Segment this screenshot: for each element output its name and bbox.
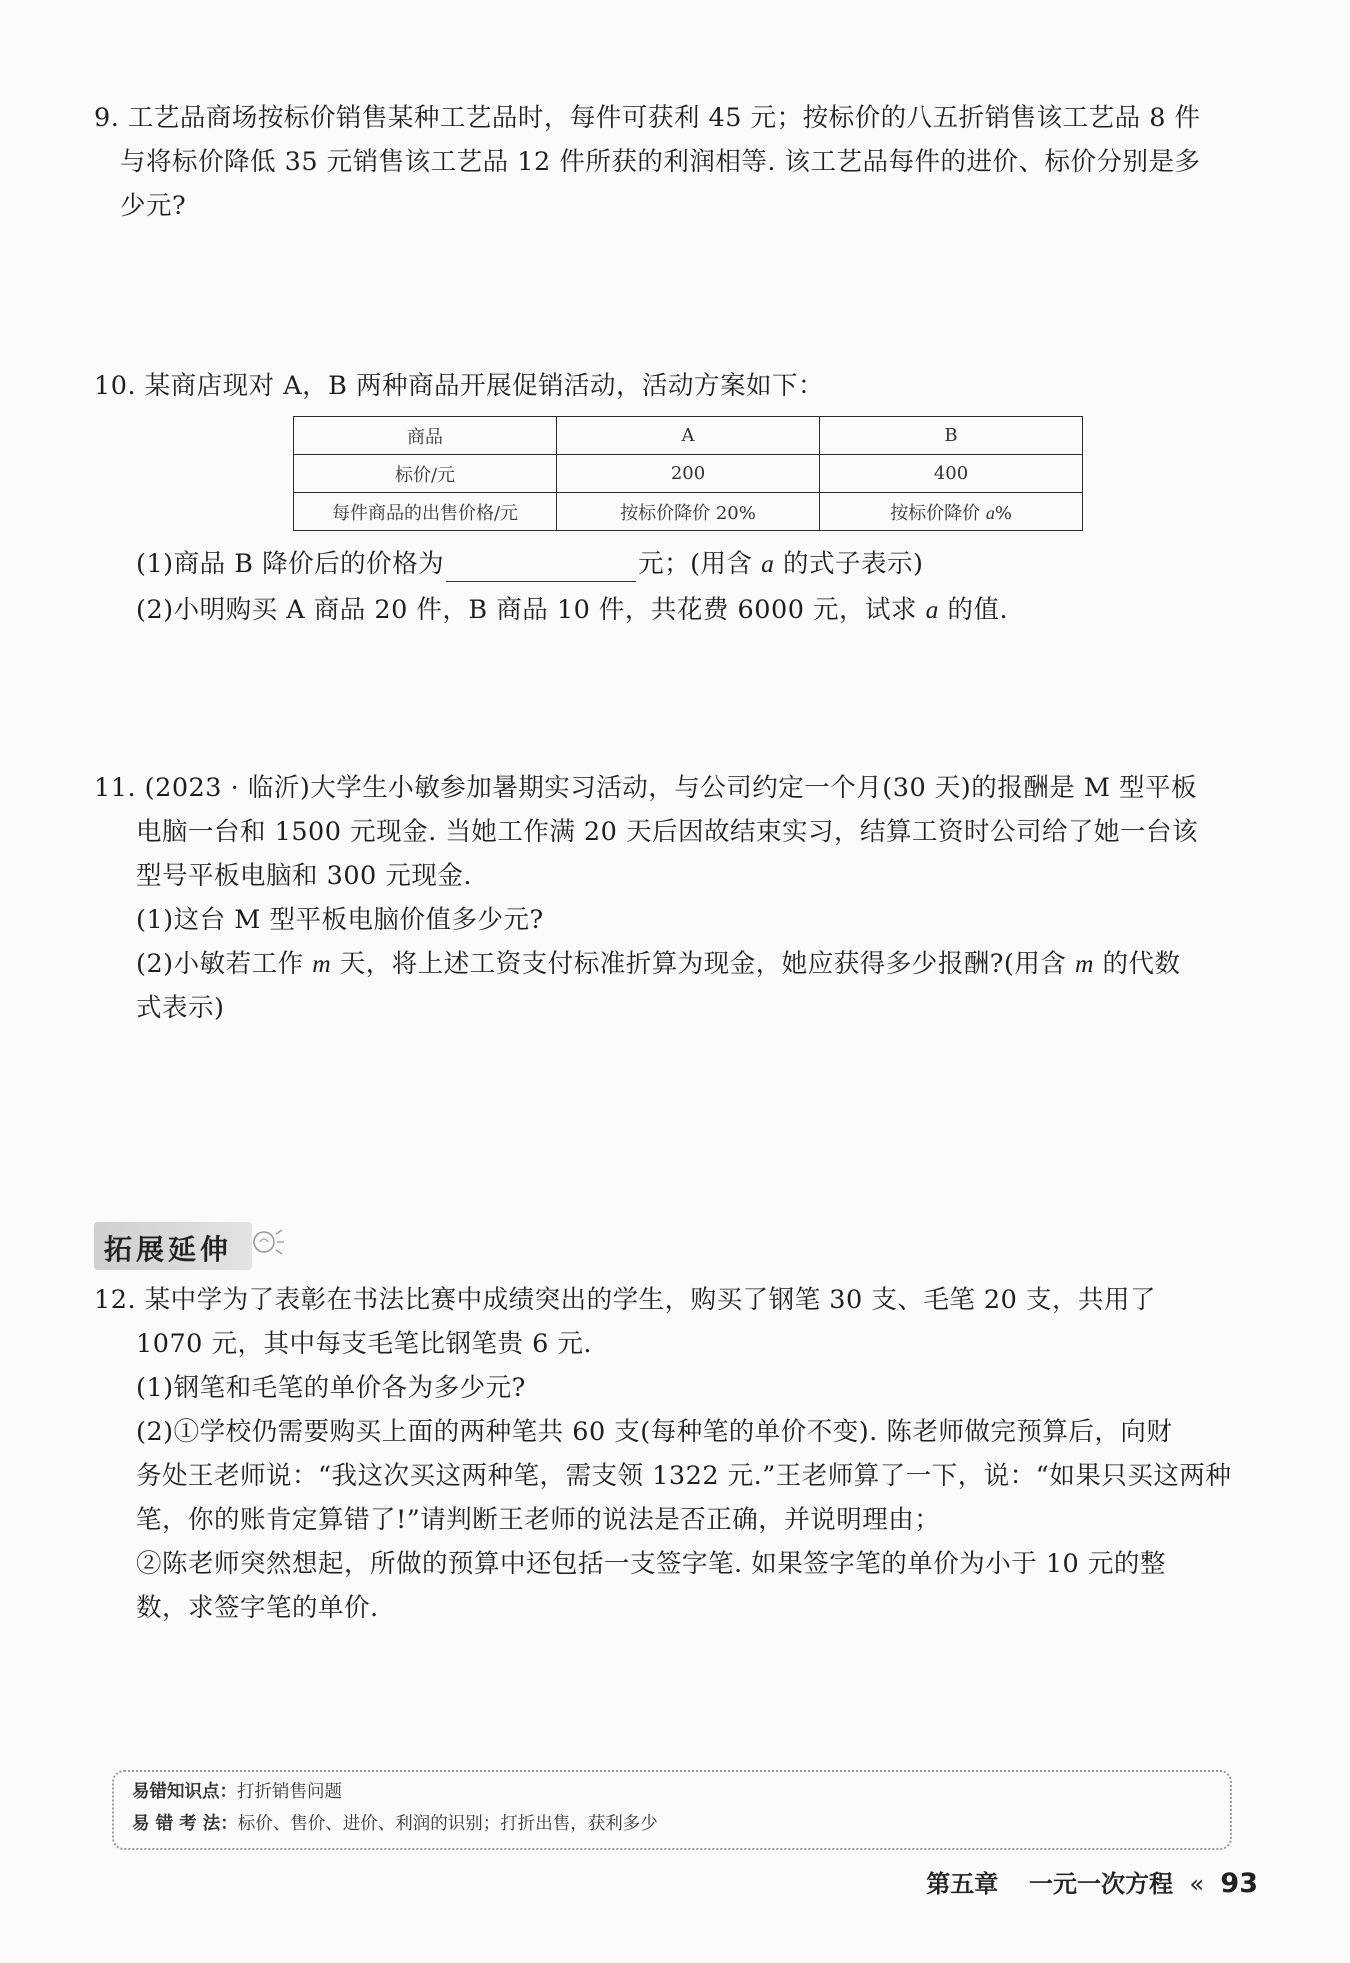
chapter-label: 第五章 [926,1870,999,1898]
table-cell: 每件商品的出售价格/元 [294,493,557,531]
table-cell: 400 [820,455,1083,493]
q11-line-2: 电脑一台和 1500 元现金. 当她工作满 20 天后因故结束实习，结算工资时公司给了她一台该 [136,817,1198,847]
table-cell: 按标价降价 20% [557,493,820,531]
table-row [294,493,1083,531]
table-header-cell: A [557,417,820,455]
q11-line-3: 型号平板电脑和 300 元现金. [136,861,472,891]
page-number: 93 [1220,1868,1258,1899]
section-header [94,1222,252,1270]
table-header-cell: 商品 [294,417,557,455]
q12-part-2-line-1: (2)①学校仍需要购买上面的两种笔共 60 支(每种笔的单价不变). 陈老师做完预算后，向财 [136,1417,1173,1447]
q12-line-2: 1070 元，其中每支毛笔比钢笔贵 6 元. [136,1329,593,1359]
q11-p2-text: (2)小敏若工作 [136,949,313,979]
q10-p1-text: 的式子表示) [774,549,924,579]
cell-text: % [994,502,1012,524]
q11-line-1: 11. (2023 · 临沂)大学生小敏参加暑期实习活动，与公司约定一个月(30 天)的报酬是 M 型平板 [94,773,1198,803]
q10-part-2 [136,592,1008,628]
section-title: 拓展延伸 [104,1233,233,1266]
q11-part-2 [136,946,1181,982]
page-footer [926,1864,1258,1899]
q12-part-2-line-2: 务处王老师说：“我这次买这两种笔，需支领 1322 元.”王老师算了一下，说：“如果只买这两种 [136,1461,1232,1491]
note-line-2 [132,1810,658,1835]
table-header-cell: B [820,417,1083,455]
q11-p2-text: 天，将上述工资支付标准折算为现金，她应获得多少报酬?(用含 [331,949,1075,979]
note-line-1 [132,1778,342,1803]
promotion-table [293,416,1083,531]
q10-intro: 10. 某商店现对 A，B 两种商品开展促销活动，活动方案如下： [94,371,825,401]
note-key: 易 错 考 法： [132,1814,238,1834]
q11-p2-text: 的代数 [1093,949,1181,979]
table-cell: 200 [557,455,820,493]
double-chevron-icon: « [1189,1870,1205,1898]
q12-line-1: 12. 某中学为了表彰在书法比赛中成绩突出的学生，购买了钢笔 30 支、毛笔 20 支，共用了 [94,1285,1156,1315]
variable-a: a [985,502,995,523]
q10-p2-text: 的值. [938,595,1009,625]
table-cell: 标价/元 [294,455,557,493]
variable-m: m [312,949,332,978]
note-key: 易错知识点： [132,1782,237,1802]
q9-line-2: 与将标价降低 35 元销售该工艺品 12 件所获的利润相等. 该工艺品每件的进价、标价分别是多 [120,147,1201,177]
q12-part-2-line-5: 数，求签字笔的单价. [136,1593,379,1623]
answer-blank[interactable] [446,555,636,582]
q10-p1-text: (1)商品 B 降价后的价格为 [136,549,445,579]
q12-part-2-line-3: 笔，你的账肯定算错了!”请判断王老师的说法是否正确，并说明理由； [136,1505,941,1535]
note-value: 标价、售价、进价、利润的识别；打折出售，获利多少 [237,1814,658,1834]
q9-line-1: 9. 工艺品商场按标价销售某种工艺品时，每件可获利 45 元；按标价的八五折销售该工艺品 8 件 [94,103,1201,133]
note-value: 打折销售问题 [237,1782,342,1802]
table-cell [820,493,1083,531]
q12-part-2-line-4: ②陈老师突然想起，所做的预算中还包括一支签字笔. 如果签字笔的单价为小于 10 元的整 [136,1549,1166,1579]
lightbulb-icon [248,1224,286,1262]
q9-line-3: 少元? [120,191,187,221]
q10-p2-text: (2)小明购买 A 商品 20 件，B 商品 10 件，共花费 6000 元，试求 [136,595,926,625]
variable-a: a [925,595,939,624]
q11-part-1: (1)这台 M 型平板电脑价值多少元? [136,905,544,935]
table-row [294,455,1083,493]
q12-part-1: (1)钢笔和毛笔的单价各为多少元? [136,1373,526,1403]
variable-a: a [761,549,775,578]
variable-m: m [1075,949,1094,978]
q10-p1-text: 元；(用含 [638,549,762,579]
cell-text: 按标价降价 [890,502,986,524]
table-row [294,417,1083,455]
chapter-title: 一元一次方程 [1029,1870,1174,1898]
q10-part-1 [136,546,923,582]
q11-part-2-cont: 式表示) [136,993,225,1023]
